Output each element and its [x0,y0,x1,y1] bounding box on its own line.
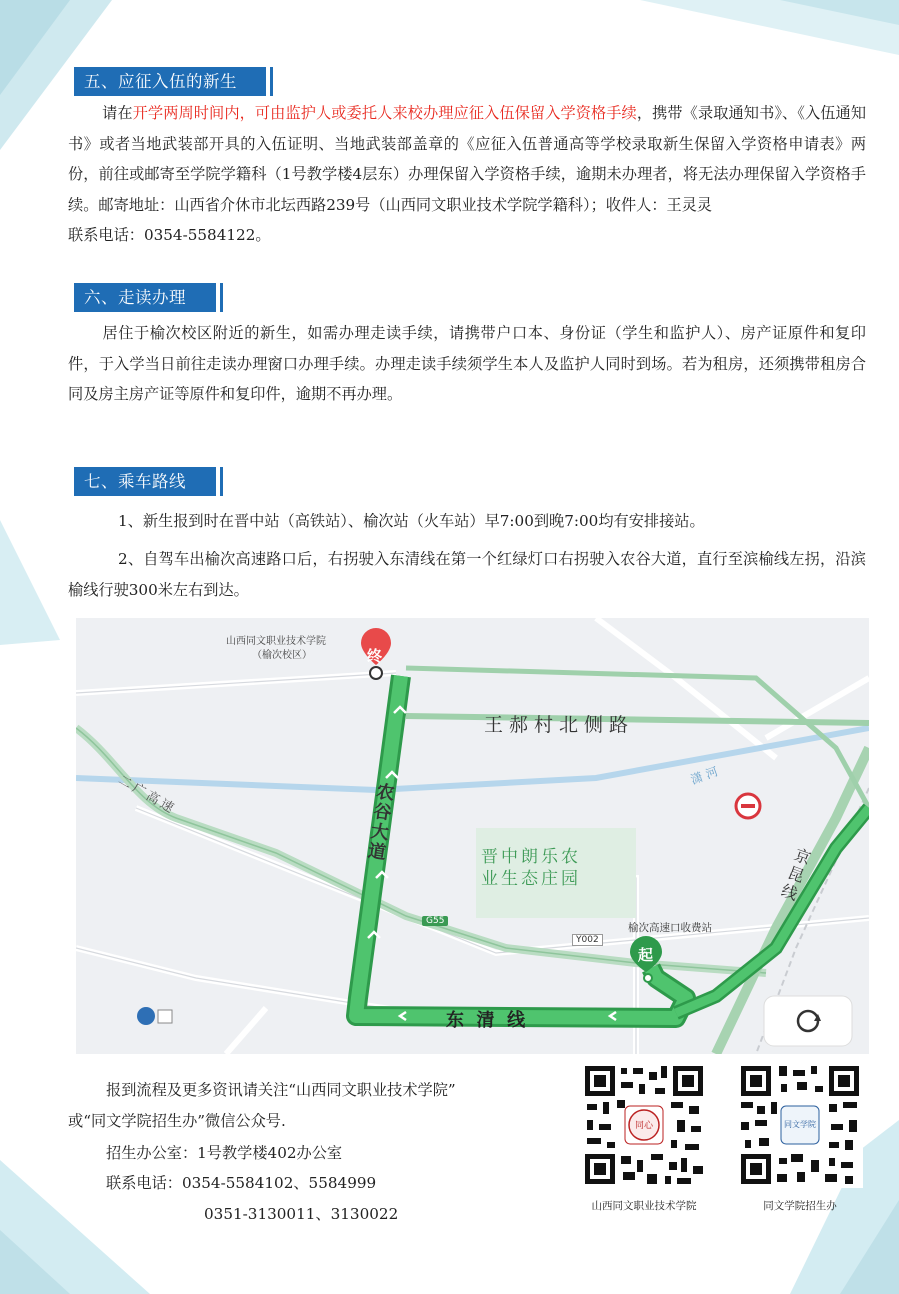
contact-phone: 联系电话：0354-5584122。 [68,226,271,244]
badge-y002: Y002 [572,934,603,946]
section-title-text: 五、应征入伍的新生 [84,72,237,91]
qr-caption-admissions: 同文学院招生办 [763,1200,837,1212]
route-line-2: 2、自驾车出榆次高速路口后，右拐驶入东清线在第一个红绿灯口右拐驶入农谷大道，直行至滨榆线左拐，沿滨榆线行驶300米左右到达。 [68,550,866,599]
river-char: 河 [703,762,724,782]
road-char: 二 [115,772,137,794]
qr-code-college[interactable] [581,1062,707,1188]
qr-logo-admissions: 同文学院 [784,1120,816,1129]
paragraph-body: ，携带《录取通知书》、《入伍通知书》或者当地武装部开具的入伍证明、当地武装部盖章的《应征入伍普通高等学校录取新生保留入学资格申请表》两份，前往或邮寄至学院学籍科（1号教学楼4层东）办理保留入学资格手续，逾期未办理者，将无法办理保留入学资格手续。邮寄地址：山西省介休市北坛西路239号（山西同文职业技术学院学籍科）；收件人：王灵灵 [68,104,867,214]
park-line: 晋中朗乐农 [481,847,581,867]
river-char: 潇 [688,768,709,788]
highlight-text: 开学两周时间内，可由监护人或委托人来校办理应征入伍保留入学资格手续 [132,104,637,122]
road-char: 大 [369,820,391,845]
start-marker-label[interactable]: 起 [638,946,654,964]
section-title-commute [74,283,216,312]
map-destination-campus: （榆次校区） [252,650,312,661]
road-char: 农 [374,781,396,805]
park-line: 业生态庄园 [481,869,581,889]
footer-phone-1: 联系电话：0354-5584102、5584999 [106,1174,377,1192]
section-title-enlist [74,67,266,96]
paragraph-enlist [68,98,866,251]
park-label [481,846,581,890]
paragraph-route-2 [68,544,866,605]
paragraph-commute [68,318,866,410]
road-char: 京 [791,844,814,869]
road-label-dongqing: 东 清 线 [446,1010,526,1031]
map-destination-name: 山西同文职业技术学院 [226,636,326,647]
paragraph-body: 居住于榆次校区附近的新生，如需办理走读手续，请携带户口本、身份证（学生和监护人）、房产证原件和复印件，于入学当日前往走读办理窗口办理手续。办理走读手续须学生本人及监护人同时到场。若为租房，还须携带租房合同及房主房产证等原件和复印件，逾期不再办理。 [68,324,866,403]
road-char: 高 [143,788,165,810]
end-marker-label[interactable]: 终 [367,647,383,665]
road-char: 谷 [372,800,393,825]
section-title-text: 七、乘车路线 [84,472,186,491]
footer-office: 招生办公室：1号教学楼402办公室 [106,1144,343,1162]
section-title-text: 六、走读办理 [84,288,186,307]
road-label-wanghaocun: 王郝村北侧路 [484,714,635,736]
qr-code-admissions[interactable] [737,1062,863,1188]
footer-phone-2: 0351-3130011、3130022 [204,1205,399,1223]
paragraph-lead: 请在 [102,104,133,122]
footer-wechat-line: 或“同文学院招生办”微信公众号. [68,1112,286,1130]
road-char: 道 [366,840,388,864]
badge-g55: G55 [422,916,448,926]
road-char: 昆 [785,862,807,887]
road-char: 广 [129,780,151,802]
section-title-route [74,467,216,496]
qr-caption-college: 山西同文职业技术学院 [591,1200,697,1212]
footer-follow-line: 报到流程及更多资讯请关注“山西同文职业技术学院” [106,1081,456,1099]
route-line-1: 1、新生报到时在晋中站（高铁站）、榆次站（火车站）早7:00到晚7:00均有安排接站。 [118,512,705,530]
road-char: 线 [778,880,801,905]
road-char: 速 [157,796,179,818]
qr-logo-college: 同心 [634,1121,653,1131]
paragraph-route-1 [68,506,866,537]
toll-station-label: 榆次高速口收费站 [628,922,712,934]
route-map[interactable] [76,618,869,1054]
